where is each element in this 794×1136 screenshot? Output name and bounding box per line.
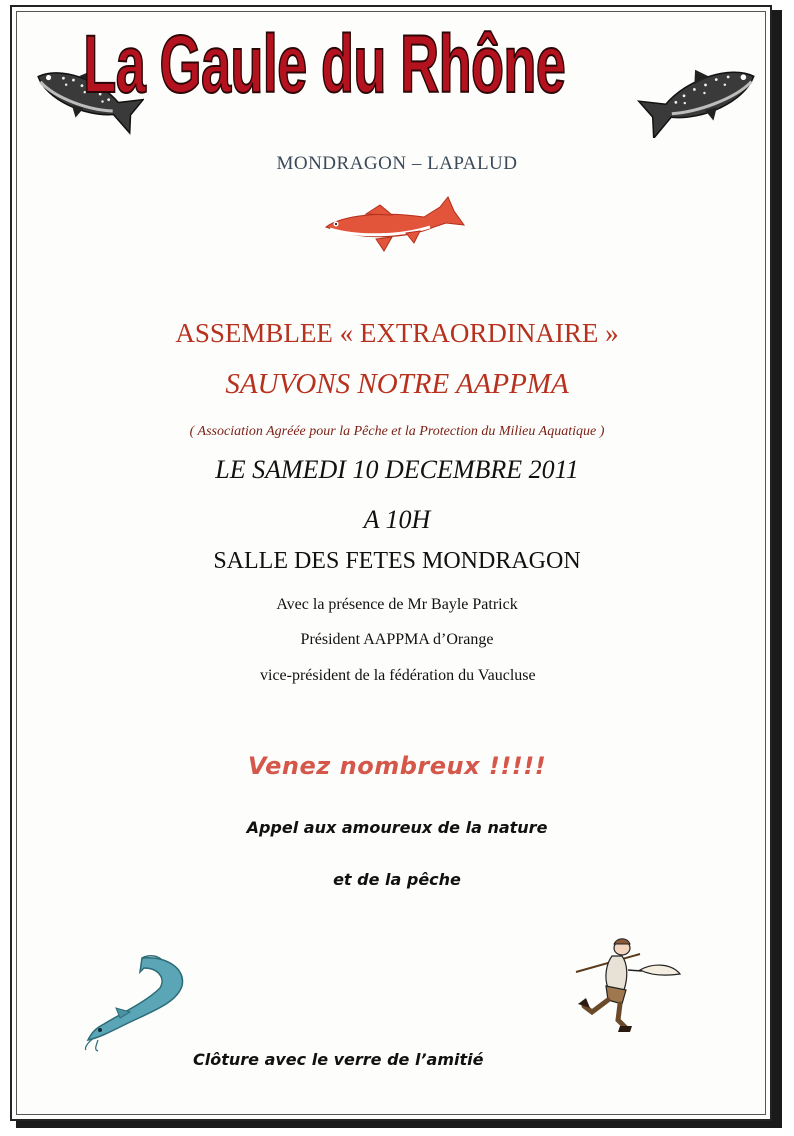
guest-intro: Avec la présence de Mr Bayle Patrick: [276, 596, 518, 613]
event-time: A 10H: [363, 505, 431, 534]
appeal-line-2: et de la pêche: [333, 870, 461, 889]
guest-role: vice-président de la fédération du Vaucluse: [260, 667, 536, 684]
event-venue: SALLE DES FETES MONDRAGON: [213, 548, 581, 574]
event-date: LE SAMEDI 10 DECEMBRE 2011: [215, 455, 579, 484]
association-full-name: ( Association Agréée pour la Pêche et la Protection du Milieu Aquatique ): [189, 424, 605, 439]
call-to-action: Venez nombreux !!!!!: [247, 752, 547, 780]
fisherman-cartoon-icon: [562, 934, 686, 1038]
trout-icon-right: [636, 58, 764, 138]
catfish-icon: [80, 952, 192, 1052]
club-title: La Gaule du Rhône: [83, 19, 566, 110]
closing-line: Clôture avec le verre de l’amitié: [193, 1050, 484, 1069]
salmon-icon: [322, 193, 468, 255]
guest-title: Président AAPPMA d’Orange: [300, 631, 494, 648]
club-location: MONDRAGON – LAPALUD: [276, 153, 518, 174]
appeal-line-1: Appel aux amoureux de la nature: [246, 818, 548, 837]
slogan: SAUVONS NOTRE AAPPMA: [225, 368, 569, 400]
assembly-heading: ASSEMBLEE « EXTRAORDINAIRE »: [175, 318, 619, 348]
